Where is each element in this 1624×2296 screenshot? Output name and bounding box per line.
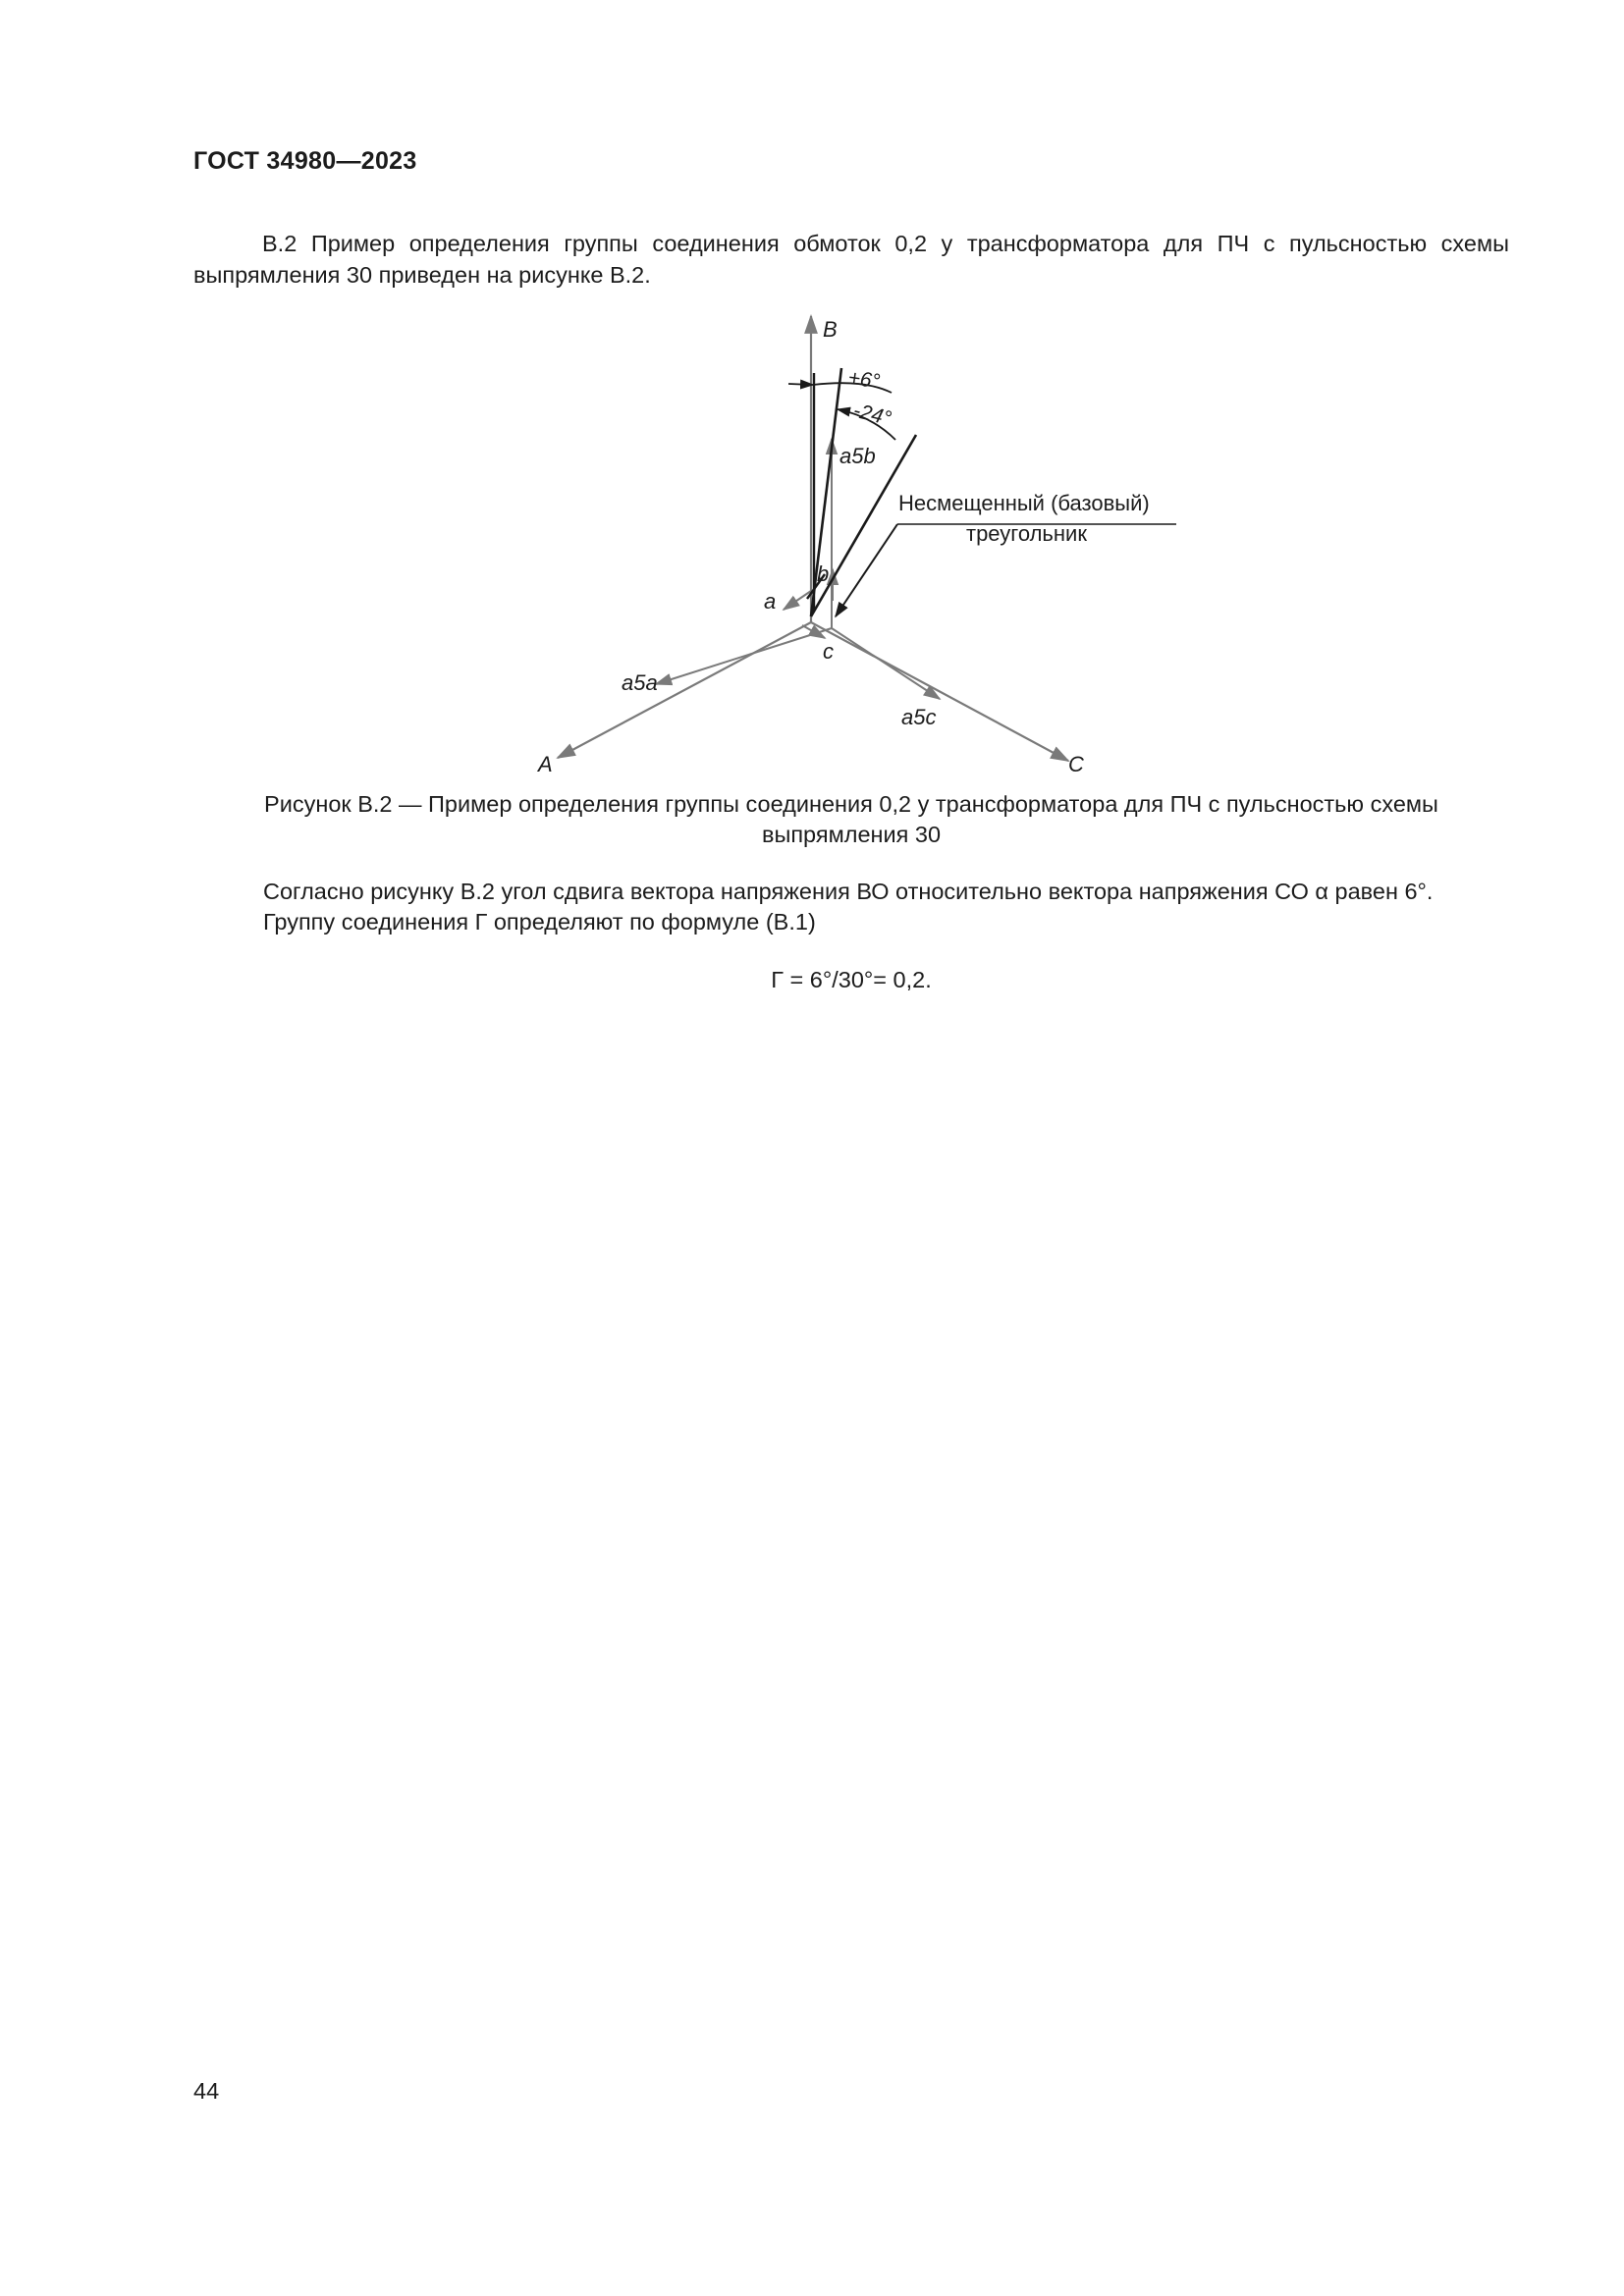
vector-A xyxy=(558,622,811,758)
angle-plus6-arrow-left xyxy=(788,384,813,385)
explanation-line-2: Группу соединения Г определяют по формуле (В.1) xyxy=(263,909,816,934)
label-a5c: a5c xyxy=(901,705,937,729)
caption-line-2: выпрямления 30 xyxy=(761,822,942,847)
label-C: C xyxy=(1068,752,1084,776)
callout-text-line2: треугольник xyxy=(966,521,1087,546)
label-A: A xyxy=(538,752,553,776)
paragraph-intro: В.2 Пример определения группы соединения обмоток 0,2 у трансформатора для ПЧ с пульсностью схемы выпрямления 30 приведен на рисунке В.2. xyxy=(193,231,1509,288)
vector-small-a xyxy=(784,591,811,610)
label-a: a xyxy=(764,589,777,614)
figure-caption xyxy=(193,789,1509,850)
label-angle-minus24: -24° xyxy=(850,399,893,431)
vector-a5a xyxy=(656,628,832,684)
label-angle-plus6: +6° xyxy=(846,366,882,394)
vector-C xyxy=(811,622,1068,761)
caption-line-1: Рисунок В.2 — Пример определения группы соединения 0,2 у трансформатора для ПЧ с пульсностью схемы xyxy=(264,791,1438,817)
label-b: b xyxy=(817,561,830,586)
callout-text-line1: Несмещенный (базовый) xyxy=(898,491,1150,515)
paragraph-explanation xyxy=(263,877,1510,937)
explanation-line-1: Согласно рисунку В.2 угол сдвига вектора напряжения ВО относительно вектора напряжения СО α равен 6°. xyxy=(263,879,1434,904)
label-a5a: a5a xyxy=(622,670,658,695)
label-B: B xyxy=(823,317,838,342)
label-a5b: a5b xyxy=(839,444,876,468)
vector-a5c xyxy=(832,628,940,699)
formula: Г = 6°/30°= 0,2. xyxy=(771,967,932,992)
label-c: c xyxy=(823,639,834,664)
callout-leader xyxy=(836,524,897,616)
page-number: 44 xyxy=(193,2078,220,2104)
document-header: ГОСТ 34980—2023 xyxy=(193,147,417,175)
